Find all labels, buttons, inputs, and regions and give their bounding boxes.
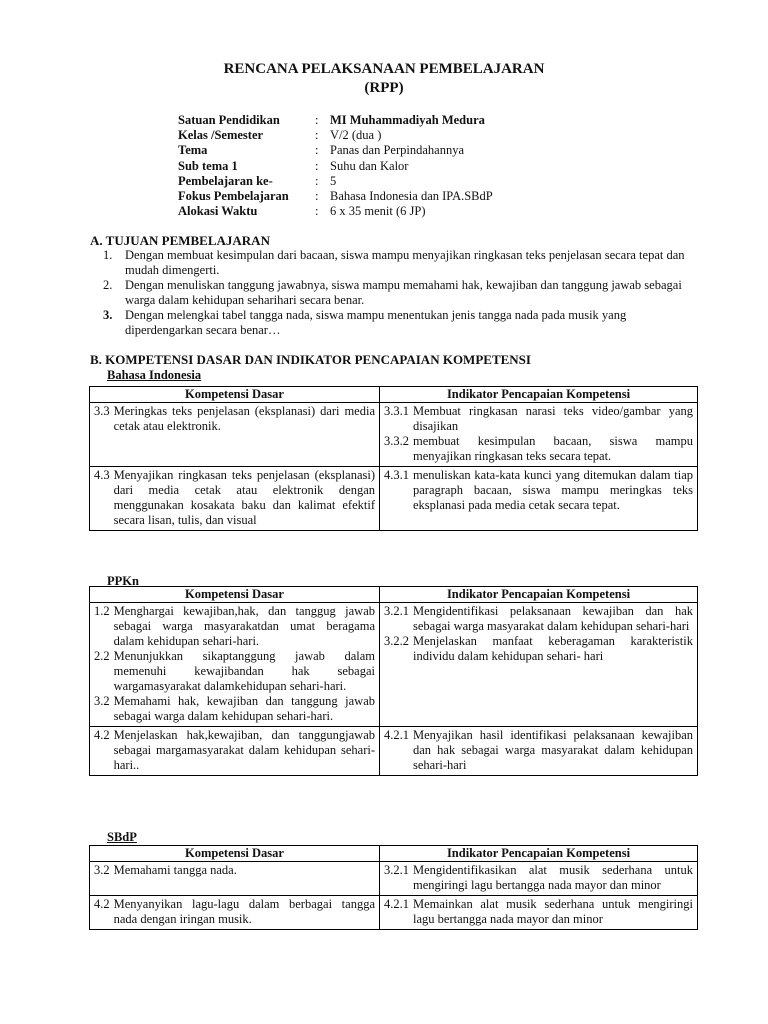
- kompetensi-dasar-cell: [90, 467, 380, 531]
- goal-text: Dengan menuliskan tanggung jawabnya, siswa mampu memahami hak, kewajiban dan tanggung jawab sebagai warga dalam kehidupan seharihari secara benar.: [125, 278, 682, 307]
- competency-item: [384, 634, 693, 664]
- competency-item: [384, 728, 693, 773]
- identity-label: Pembelajaran ke-: [178, 173, 273, 188]
- identity-value: 5: [330, 173, 337, 188]
- column-header-indikator: Indikator Pencapaian Kompetensi: [380, 387, 698, 403]
- competency-code: 4.3: [94, 468, 110, 482]
- competency-table-ppkn: [89, 586, 698, 776]
- competency-code: 3.3.2: [384, 434, 409, 448]
- competency-code: 3.2: [94, 863, 110, 877]
- kompetensi-dasar-cell: [90, 603, 380, 727]
- identity-colon: :: [315, 158, 319, 173]
- table-row: [90, 727, 698, 776]
- competency-code: 3.2: [94, 694, 110, 708]
- competency-text: Menjelaskan hak,kewajiban, dan tanggungjawab sebagai margamasyarakat dalam kehidupan sehari-hari..: [113, 728, 375, 772]
- identity-label: Kelas /Semester: [178, 128, 264, 143]
- identity-value: 6 x 35 menit (6 JP): [330, 204, 426, 219]
- table-row: [90, 403, 698, 467]
- identity-row: [178, 113, 493, 128]
- identity-label: Alokasi Waktu: [178, 204, 258, 219]
- competency-code: 4.3.1: [384, 468, 409, 482]
- competency-code: 3.2.2: [384, 634, 409, 648]
- competency-text: menuliskan kata-kata kunci yang ditemukan dalam tiap paragraph bacaan, siswa mampu meringkas teks eksplanasi pada media cetak secara tepat.: [413, 468, 693, 512]
- identity-row: [178, 174, 493, 189]
- list-item: [98, 248, 698, 278]
- identity-row: [178, 128, 493, 143]
- competency-code: 3.2.1: [384, 604, 409, 618]
- list-item: [98, 278, 698, 308]
- goal-number: 3.: [103, 308, 113, 322]
- competency-item: [94, 468, 375, 528]
- competency-code: 4.2.1: [384, 728, 409, 742]
- competency-item: [94, 404, 375, 434]
- identity-row: [178, 189, 493, 204]
- competency-item: [384, 404, 693, 434]
- competency-text: Menjelaskan manfaat keberagaman karakteristik individu dalam kehidupan sehari- hari: [413, 634, 693, 663]
- competency-code: 4.2: [94, 897, 110, 911]
- learning-goals-list: [98, 248, 698, 338]
- section-a-heading: A. TUJUAN PEMBELAJARAN: [90, 233, 270, 248]
- competency-code: 2.2: [94, 649, 110, 663]
- identity-label: Fokus Pembelajaran: [178, 188, 289, 203]
- competency-item: [384, 468, 693, 513]
- competency-item: [94, 649, 375, 694]
- goal-text: Dengan membuat kesimpulan dari bacaan, siswa mampu menyajikan ringkasan teks penjelasan secara tepat dan mudah dimengerti.: [125, 248, 685, 277]
- subject-heading-bahasa-indonesia: Bahasa Indonesia: [107, 368, 202, 382]
- identity-colon: :: [315, 188, 319, 203]
- identity-value: Suhu dan Kalor: [330, 158, 409, 173]
- indikator-cell: [380, 403, 698, 467]
- competency-item: [384, 604, 693, 634]
- identity-value: MI Muhammadiyah Medura: [330, 113, 485, 127]
- indikator-cell: [380, 467, 698, 531]
- column-header-indikator: Indikator Pencapaian Kompetensi: [380, 846, 698, 862]
- competency-text: Menyajikan ringkasan teks penjelasan (eksplanasi) dari media cetak atau elektronik dengan menggunakan kosakata baku dan kalimat efektif secara lisan, tulis, dan visual: [113, 468, 375, 527]
- competency-text: Menunjukkan sikaptanggung jawab dalam memenuhi kewajibandan hak sebagai wargamasyarakat dalamkehidupan sehari-hari.: [113, 649, 375, 693]
- subject-heading-sbdp: SBdP: [107, 830, 137, 844]
- identity-row: [178, 159, 493, 174]
- competency-text: membuat kesimpulan bacaan, siswa mampu menyajikan ringkasan teks secara tepat.: [413, 434, 693, 463]
- identity-colon: :: [315, 128, 319, 143]
- table-row: [90, 467, 698, 531]
- kompetensi-dasar-cell: [90, 896, 380, 930]
- identity-colon: :: [315, 173, 319, 188]
- competency-text: Menyajikan hasil identifikasi pelaksanaan kewajiban dan hak sebagai warga masyarakat dalam kehidupan sehari-hari: [413, 728, 693, 772]
- competency-text: Meringkas teks penjelasan (eksplanasi) dari media cetak atau elektronik.: [113, 404, 375, 433]
- competency-code: 3.3: [94, 404, 110, 418]
- competency-text: Memahami hak, kewajiban dan tanggung jawab sebagai warga dalam kehidupan sehari-hari.: [113, 694, 375, 723]
- table-row: [90, 603, 698, 727]
- competency-text: Memainkan alat musik sederhana untuk mengiringi lagu bertangga nada mayor dan minor: [413, 897, 693, 926]
- identity-label: Satuan Pendidikan: [178, 113, 280, 127]
- identity-row: [178, 143, 493, 158]
- kompetensi-dasar-cell: [90, 862, 380, 896]
- column-header-indikator: Indikator Pencapaian Kompetensi: [380, 587, 698, 603]
- identity-value: Bahasa Indonesia dan IPA.SBdP: [330, 188, 493, 203]
- competency-code: 1.2: [94, 604, 110, 618]
- competency-table-sbdp: [89, 845, 698, 930]
- competency-code: 3.3.1: [384, 404, 409, 418]
- competency-text: Mengidentifikasikan alat musik sederhana untuk mengiringi lagu bertangga nada mayor dan minor: [413, 863, 693, 892]
- competency-item: [94, 897, 375, 927]
- column-header-kompetensi-dasar: Kompetensi Dasar: [90, 387, 380, 403]
- competency-text: Mengidentifikasi pelaksanaan kewajiban dan hak sebagai warga masyarakat dalam kehidupan sehari-hari: [413, 604, 693, 633]
- competency-item: [94, 863, 375, 878]
- competency-text: Membuat ringkasan narasi teks video/gambar yang disajikan: [413, 404, 693, 433]
- kompetensi-dasar-cell: [90, 403, 380, 467]
- identity-table: [178, 113, 493, 219]
- identity-colon: :: [315, 113, 319, 127]
- competency-code: 3.2.1: [384, 863, 409, 877]
- competency-item: [94, 728, 375, 773]
- competency-code: 4.2.1: [384, 897, 409, 911]
- document-title: RENCANA PELAKSANAAN PEMBELAJARAN: [223, 61, 545, 77]
- competency-item: [94, 604, 375, 649]
- goal-text: Dengan melengkai tabel tangga nada, siswa mampu menentukan jenis tangga nada pada musik yang diperdengarkan secara benar…: [125, 308, 627, 337]
- competency-table-bahasa-indonesia: [89, 386, 698, 531]
- indikator-cell: [380, 896, 698, 930]
- identity-colon: :: [315, 204, 319, 219]
- identity-row: [178, 204, 493, 219]
- competency-item: [384, 897, 693, 927]
- list-item: [98, 308, 698, 338]
- goal-number: 1.: [103, 248, 113, 262]
- competency-text: Memahami tangga nada.: [113, 863, 237, 877]
- subject-heading-ppkn: PPKn: [107, 574, 139, 588]
- kompetensi-dasar-cell: [90, 727, 380, 776]
- indikator-cell: [380, 862, 698, 896]
- goal-number: 2.: [103, 278, 113, 292]
- indikator-cell: [380, 727, 698, 776]
- section-b-heading: B. KOMPETENSI DASAR DAN INDIKATOR PENCAPAIAN KOMPETENSI: [90, 352, 531, 367]
- identity-value: Panas dan Perpindahannya: [330, 143, 464, 158]
- competency-text: Menghargai kewajiban,hak, dan tanggug jawab sebagai warga masyarakatdan umat beragama dalam kehidupan sehari-hari.: [113, 604, 375, 648]
- indikator-cell: [380, 603, 698, 727]
- table-row: [90, 862, 698, 896]
- competency-code: 4.2: [94, 728, 110, 742]
- table-row: [90, 896, 698, 930]
- identity-colon: :: [315, 143, 319, 158]
- document-subtitle: (RPP): [364, 80, 404, 96]
- competency-item: [384, 434, 693, 464]
- identity-label: Tema: [178, 143, 208, 158]
- column-header-kompetensi-dasar: Kompetensi Dasar: [90, 846, 380, 862]
- identity-value: V/2 (dua ): [330, 128, 382, 143]
- column-header-kompetensi-dasar: Kompetensi Dasar: [90, 587, 380, 603]
- identity-label: Sub tema 1: [178, 158, 238, 173]
- competency-text: Menyanyikan lagu-lagu dalam berbagai tangga nada dengan iringan musik.: [113, 897, 375, 926]
- competency-item: [94, 694, 375, 724]
- competency-item: [384, 863, 693, 893]
